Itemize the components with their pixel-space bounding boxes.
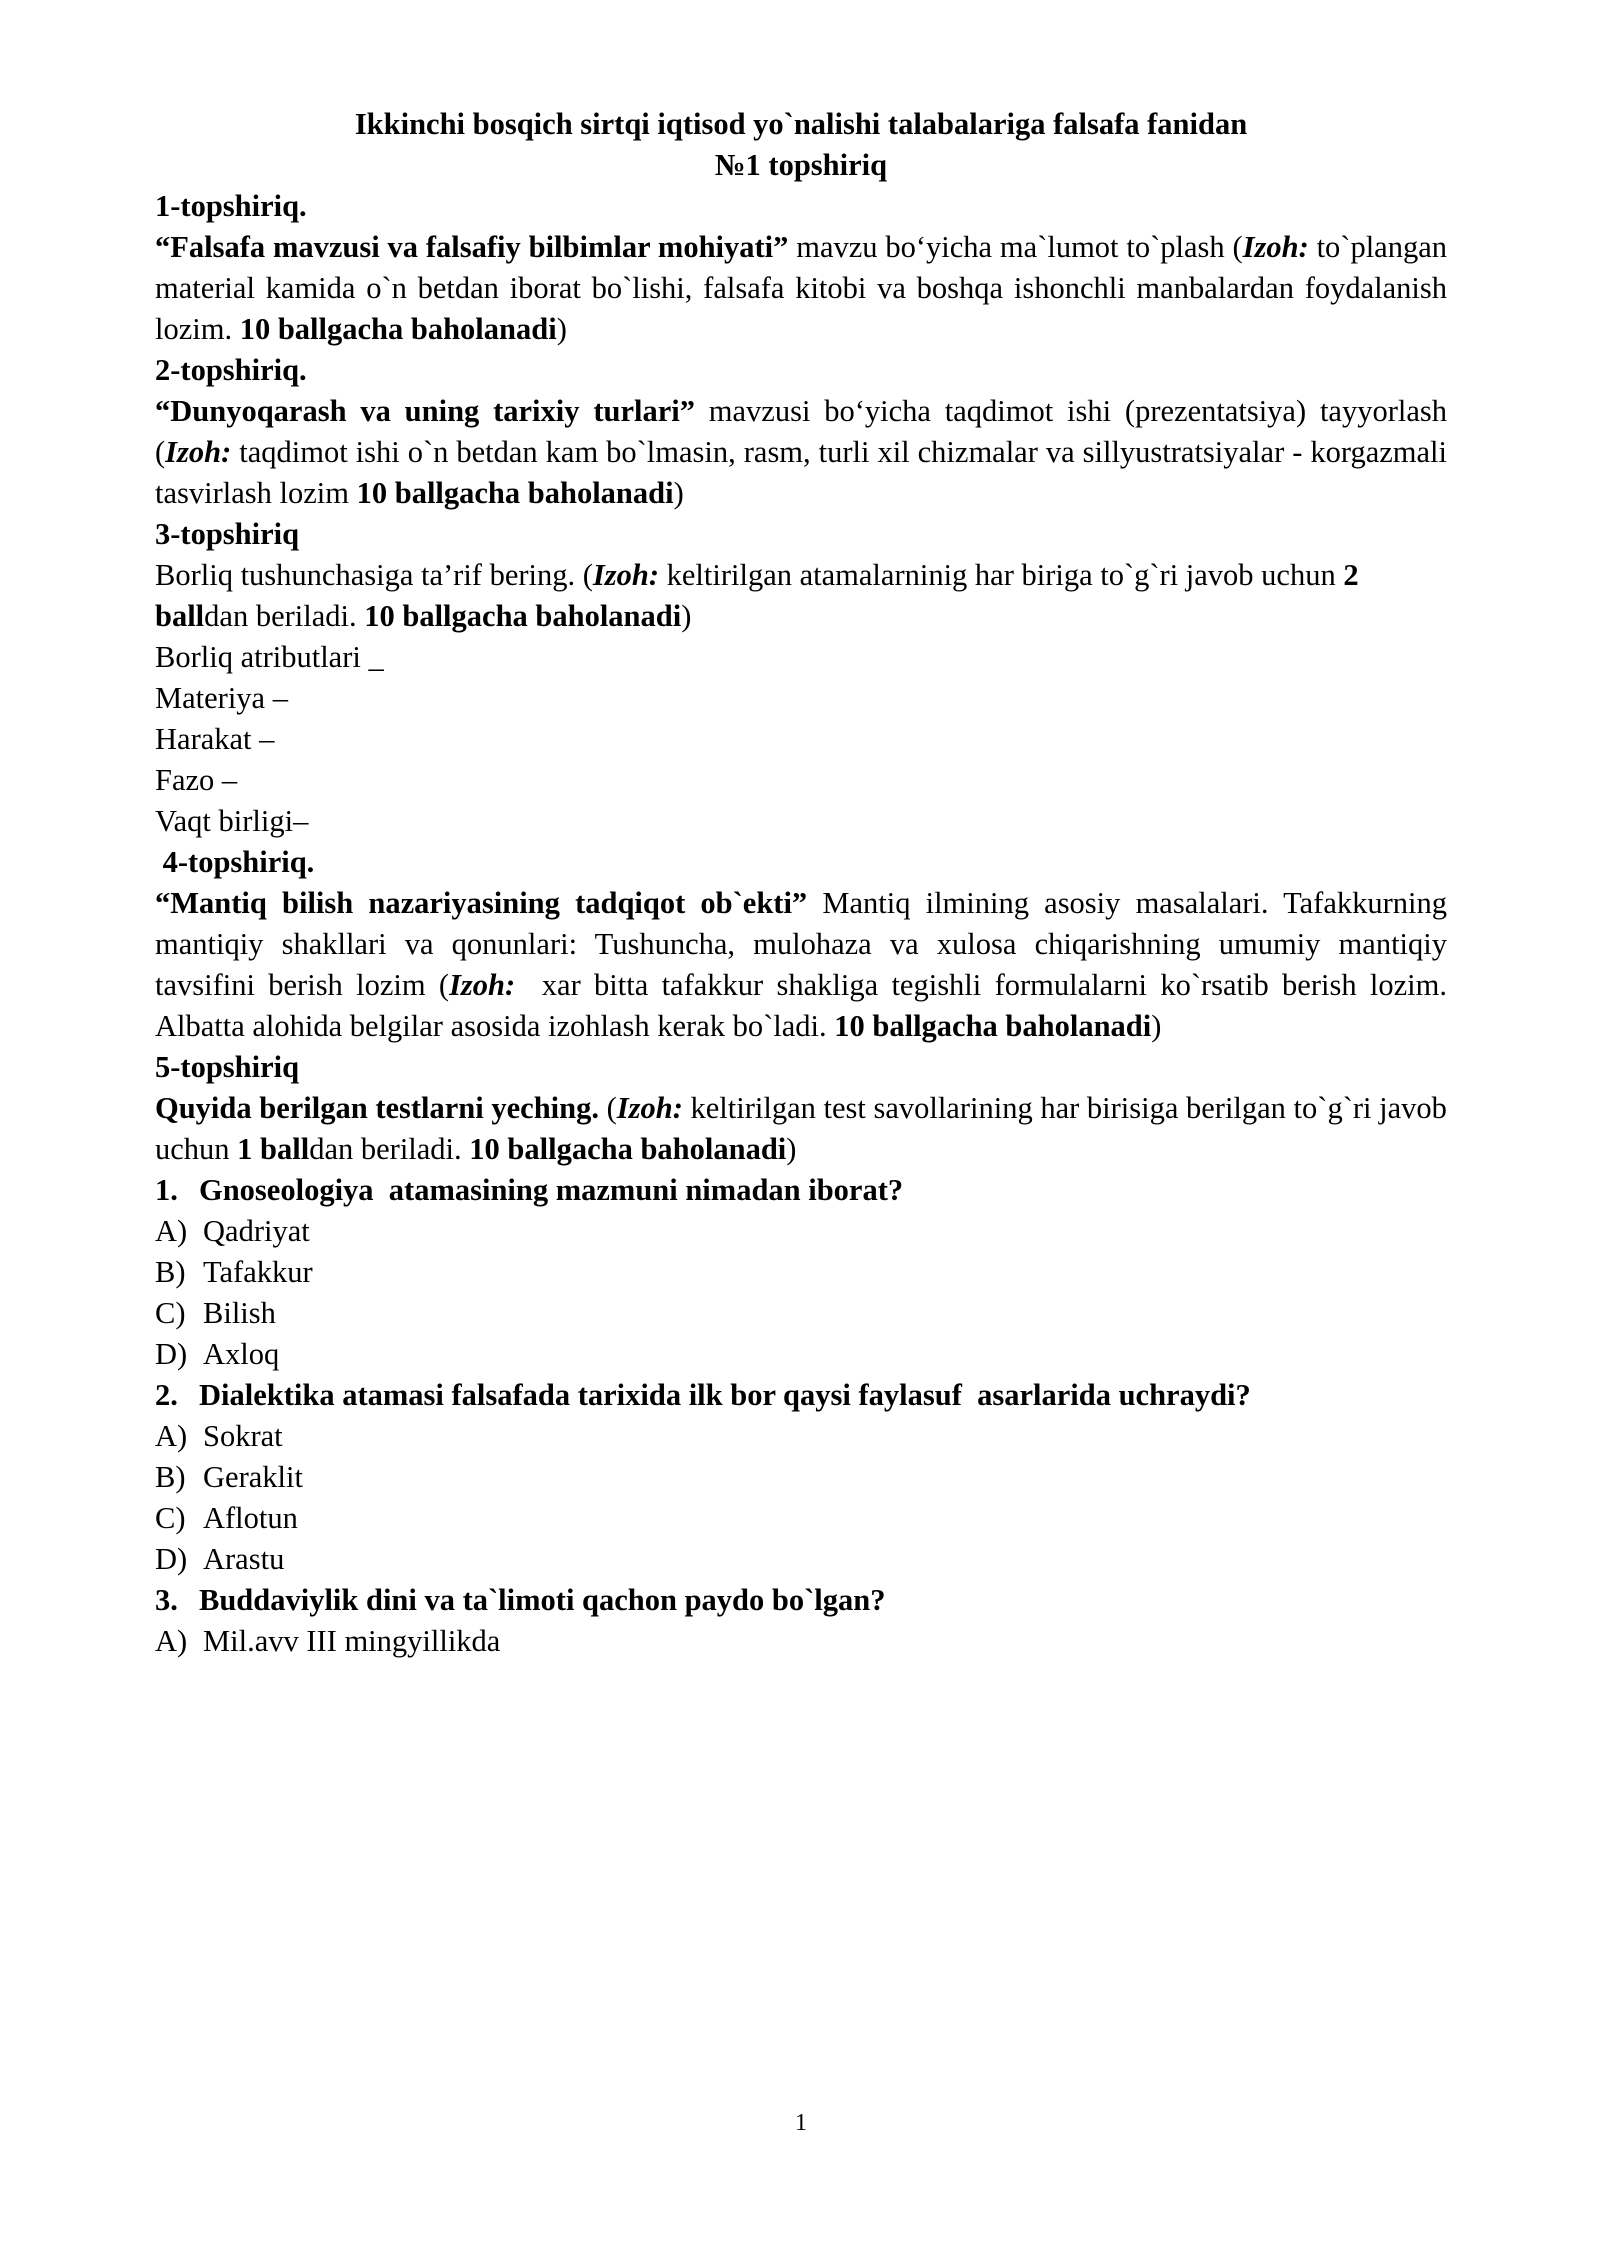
task-1-heading: [155, 186, 1447, 227]
task-4-text-3: ): [1151, 1009, 1162, 1043]
task-3-text-1: Borliq tushunchasiga ta’rif bering. (: [155, 558, 593, 592]
question-2-number: 2.: [155, 1378, 178, 1412]
task-2-score: 10 ballgacha baholanadi: [356, 476, 674, 510]
option-text: Tafakkur: [203, 1255, 313, 1289]
option-letter: C): [155, 1296, 186, 1330]
page-title: Ikkinchi bosqich sirtqi iqtisod yo`nalishi talabalariga falsafa fanidan: [354, 107, 1248, 141]
task-5-text-4: ): [786, 1132, 797, 1166]
question-2-option-b[interactable]: [155, 1457, 1447, 1498]
option-text: Bilish: [203, 1296, 276, 1330]
task-4-text-1: Mantiq ilmining asosiy masalalari. Tafakkurning mantiqiy shakllari va qonunlari: Tushuncha, mulohaza va xulosa chiqarishning umumiy mantiqiy tavsifini berish lozim (: [155, 886, 1455, 1002]
page-footer-number: 1: [795, 2110, 807, 2136]
task-1-body: [155, 227, 1455, 350]
task-5-topic: Quyida berilgan testlarni yeching.: [155, 1091, 599, 1125]
task-1-text-3: ): [556, 312, 567, 346]
question-2: [155, 1375, 1447, 1416]
task-4-izoh-label: Izoh:: [449, 968, 516, 1002]
task-1-text-1: mavzu bo‘yicha ma`lumot to`plash (: [788, 230, 1243, 264]
task-3-heading-text: 3-topshiriq: [155, 517, 300, 551]
question-1-option-d[interactable]: [155, 1334, 1447, 1375]
attribute-item: Borliq atributlari _: [155, 640, 384, 674]
task-3-text-3: dan beriladi.: [204, 599, 365, 633]
question-3-option-a[interactable]: [155, 1621, 1447, 1662]
option-text: Axloq: [203, 1337, 280, 1371]
task-3-text-4: ): [681, 599, 692, 633]
attribute-item: Fazo –: [155, 763, 238, 797]
task-4-text-2: xar bitta tafakkur shakliga tegishli formulalarni ko`rsatib berish lozim. Albatta alohida belgilar asosida izohlash kerak bo`ladi.: [155, 968, 1453, 1043]
question-1-text: Gnoseologiya atamasining mazmuni nimadan iborat?: [199, 1173, 904, 1207]
question-3-text: Buddaviylik dini va ta`limoti qachon paydo bo`lgan?: [199, 1583, 886, 1617]
task-5-heading-text: 5-topshiriq: [155, 1050, 300, 1084]
task-2-heading-text: 2-topshiriq.: [155, 353, 307, 387]
question-2-option-a[interactable]: [155, 1416, 1447, 1457]
option-text: Aflotun: [203, 1501, 298, 1535]
task-2-heading: [155, 350, 1447, 391]
task-5-text-2: keltirilgan test savollarining har birisiga berilgan to`g`ri javob uchun: [155, 1091, 1455, 1166]
task-4-heading: [155, 842, 1447, 883]
task-4-body: [155, 883, 1455, 1047]
option-letter: A): [155, 1214, 188, 1248]
question-2-option-d[interactable]: [155, 1539, 1447, 1580]
task-3-score: 10 ballgacha baholanadi: [364, 599, 682, 633]
attribute-item: Materiya –: [155, 681, 288, 715]
question-1-option-a[interactable]: [155, 1211, 1447, 1252]
task-2-text-2: taqdimot ishi o`n betdan kam bo`lmasin, rasm, turli xil chizmalar va sillyustratsiyalar - korgazmali tasvirlash lozim: [155, 435, 1455, 510]
task-2-text-1: mavzusi bo‘yicha taqdimot ishi (prezentatsiya) tayyorlash (: [155, 394, 1455, 469]
attribute-item: Harakat –: [155, 722, 275, 756]
question-1: [155, 1170, 1447, 1211]
task-5-izoh-label: Izoh:: [616, 1091, 683, 1125]
document-page: [155, 0, 1455, 2262]
task-3-body: [155, 555, 1447, 637]
task-3-text-2: keltirilgan atamalarninig har biriga to`g`ri javob uchun: [659, 558, 1344, 592]
option-letter: B): [155, 1460, 186, 1494]
task-5-text-3: dan beriladi.: [309, 1132, 470, 1166]
option-text: Qadriyat: [203, 1214, 310, 1248]
option-letter: C): [155, 1501, 186, 1535]
option-text: Arastu: [203, 1542, 285, 1576]
task-4-heading-text: 4-topshiriq.: [155, 845, 315, 879]
task-2-topic: “Dunyoqarash va uning tarixiy turlari”: [155, 394, 695, 428]
task-3-ball: 2 ball: [155, 558, 1367, 633]
task-1-text-2: to`plangan material kamida o`n betdan iborat bo`lishi, falsafa kitobi va boshqa ishonchli manbalardan foydalanish lozim.: [155, 230, 1455, 346]
question-3-number: 3.: [155, 1583, 178, 1617]
question-3: [155, 1580, 1447, 1621]
task-3-heading: [155, 514, 1447, 555]
question-2-text: Dialektika atamasi falsafada tarixida ilk bor qaysi faylasuf asarlarida uchraydi?: [199, 1378, 1251, 1412]
task-1-heading-text: 1-topshiriq.: [155, 189, 307, 223]
task-5-score: 10 ballgacha baholanadi: [469, 1132, 787, 1166]
page-subtitle: №1 topshiriq: [714, 148, 888, 182]
option-letter: A): [155, 1419, 188, 1453]
task-2-izoh-label: Izoh:: [165, 435, 232, 469]
task-1-score: 10 ballgacha baholanadi: [239, 312, 557, 346]
task-1-izoh-label: Izoh:: [1242, 230, 1309, 264]
question-1-option-b[interactable]: [155, 1252, 1447, 1293]
option-letter: D): [155, 1337, 188, 1371]
question-1-number: 1.: [155, 1173, 178, 1207]
task-5-heading: [155, 1047, 1447, 1088]
task-2-body: [155, 391, 1455, 514]
task-5-body: [155, 1088, 1455, 1170]
question-1-option-c[interactable]: [155, 1293, 1447, 1334]
option-letter: D): [155, 1542, 188, 1576]
task-2-text-3: ): [673, 476, 684, 510]
option-text: Geraklit: [203, 1460, 303, 1494]
task-5-ball: 1 ball: [237, 1132, 310, 1166]
question-2-option-c[interactable]: [155, 1498, 1447, 1539]
option-letter: B): [155, 1255, 186, 1289]
task-1-topic: “Falsafa mavzusi va falsafiy bilbimlar mohiyati”: [155, 230, 789, 264]
attribute-item: Vaqt birligi–: [155, 804, 309, 838]
option-letter: A): [155, 1624, 188, 1658]
task-3-izoh-label: Izoh:: [592, 558, 660, 592]
option-text: Mil.avv III mingyillikda: [203, 1624, 501, 1658]
task-4-topic: “Mantiq bilish nazariyasining tadqiqot ob`ekti”: [155, 886, 808, 920]
task-4-score: 10 ballgacha baholanadi: [834, 1009, 1152, 1043]
option-text: Sokrat: [203, 1419, 283, 1453]
task-5-text-1: (: [598, 1091, 617, 1125]
